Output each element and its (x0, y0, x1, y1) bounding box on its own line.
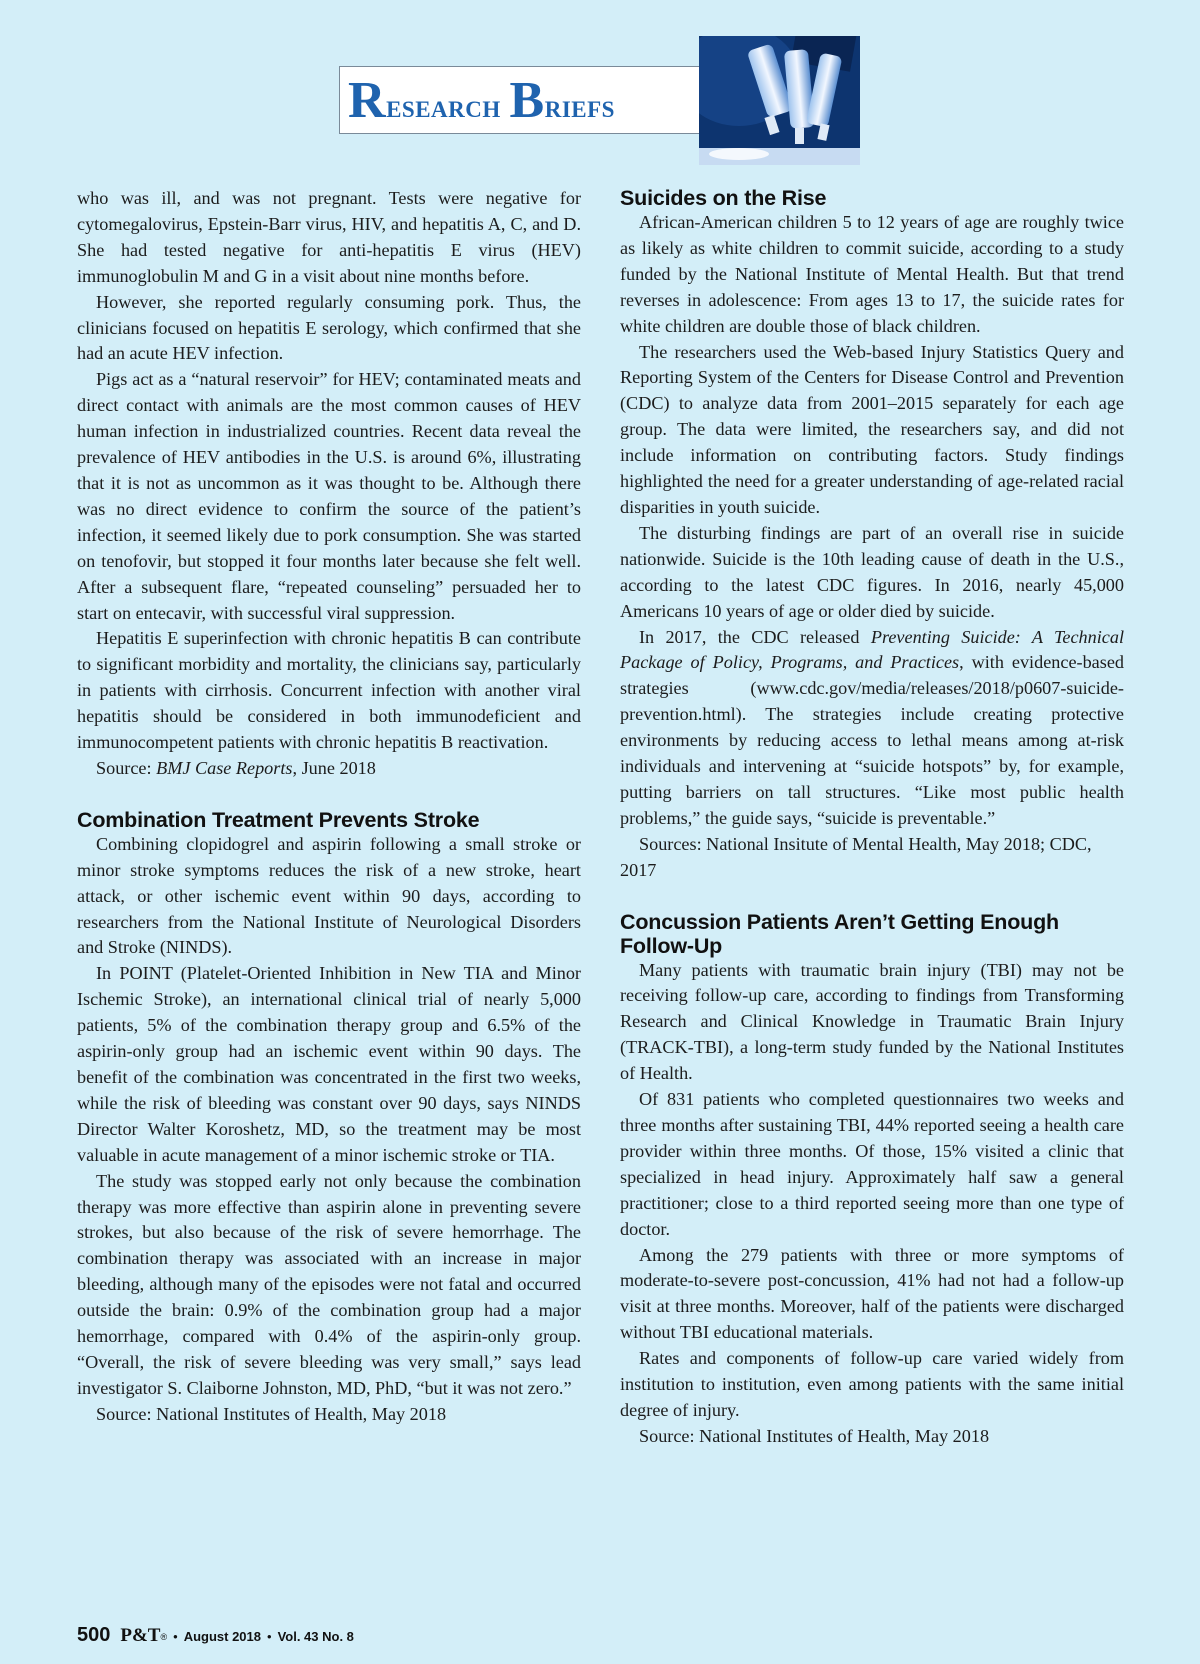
suicide-paragraph-1: African-American children 5 to 12 years of age are roughly twice as likely as white children to commit suicide, according to a study funded by the National Institute of Mental Health. But that trend reverses in adolescence: From ages 13 to 17, the suicide rates for white children are double those of black children. (620, 212, 1124, 336)
footer-separator: • (173, 1629, 178, 1644)
suicide-source: Sources: National Insitute of Mental Health, May 2018; CDC, 2017 (620, 833, 1092, 880)
microscope-photo-icon (699, 36, 860, 165)
stroke-source: Source: National Institutes of Health, May 2018 (96, 1403, 447, 1424)
right-column (620, 186, 1124, 1450)
hev-source: Source: BMJ Case Reports, June 2018 (96, 757, 376, 778)
publication-name: P&T (120, 1625, 161, 1646)
tbi-source: Source: National Institutes of Health, May 2018 (639, 1425, 990, 1446)
suicide-heading: Suicides on the Rise (620, 186, 827, 210)
registered-mark: ® (160, 1632, 168, 1642)
suicide-paragraph-4: In 2017, the CDC released Preventing Suicide: A Technical Package of Policy, Programs, and Practices, with evidence-based strategies (www.cdc.gov/media/releases/2018/p0607-suicide-prevention.html). The strategies include creating protective environments by reducing access to lethal means among at-risk individuals and intervening at “suicide hotspots” by, for example, putting barriers on tall structures. “Like most public health problems,” the guide says, “suicide is preventable.” (620, 626, 1124, 828)
suicide-paragraph-2: The researchers used the Web-based Injury Statistics Query and Reporting System of the Centers for Disease Control and Prevention (CDC) to analyze data from 2001–2015 separately for each age group. The data were limited, the researchers say, and did not include information on contributing factors. Study findings highlighted the need for a greater understanding of age-related racial disparities in youth suicide. (620, 341, 1124, 517)
section-title: Research Briefs (348, 72, 615, 129)
volume-number: Vol. 43 No. 8 (277, 1629, 354, 1644)
hev-paragraph-3: Pigs act as a “natural reservoir” for HEV; contaminated meats and direct contact with animals are the most common causes of HEV human infection in industrialized countries. Recent data reveal the prevalence of HEV antibodies in the U.S. is around 6%, illustrating that it is not as uncommon as it was thought to be. Although there was no direct evidence to confirm the source of the patient’s infection, it seemed likely due to pork consumption. She was started on tenofovir, but stopped it four months later because she felt well. After a subsequent flare, “repeated counseling” persuaded her to start on entecavir, with successful viral suppression. (77, 369, 581, 623)
tbi-paragraph-4: Rates and components of follow-up care varied widely from institution to institution, even among patients with the same initial degree of injury. (620, 1348, 1124, 1420)
suicide-paragraph-3: The disturbing findings are part of an overall rise in suicide nationwide. Suicide is the 10th leading cause of death in the U.S., according to the latest CDC figures. In 2016, nearly 45,000 Americans 10 years of age or older died by suicide. (620, 522, 1124, 621)
stroke-paragraph-3: The study was stopped early not only because the combination therapy was more effective than aspirin alone in preventing severe strokes, but also because of the risk of severe hemorrhage. The combination therapy was associated with an increase in major bleeding, although many of the episodes were not fatal and occurred outside the brain: 0.9% of the combination group had a major hemorrhage, compared with 0.4% of the aspirin-only group. “Overall, the risk of severe bleeding was very small,” says lead investigator S. Claiborne Johnston, MD, PhD, “but it was not zero.” (77, 1170, 581, 1398)
tbi-paragraph-1: Many patients with traumatic brain injury (TBI) may not be receiving follow-up care, according to findings from Transforming Research and Clinical Knowledge in Traumatic Brain Injury (TRACK-TBI), a long-term study funded by the National Institutes of Health. (620, 959, 1124, 1084)
hev-paragraph-2: However, she reported regularly consuming pork. Thus, the clinicians focused on hepatitis E serology, which confirmed that she had an acute HEV infection. (77, 291, 581, 364)
section-gap (77, 782, 581, 808)
tbi-heading: Concussion Patients Aren’t Getting Enough Follow-Up (620, 909, 1059, 958)
tbi-paragraph-2: Of 831 patients who completed questionnaires two weeks and three months after sustaining TBI, 44% reported seeing a health care provider within three months. Of those, 15% visited a clinic that specialized in head injury. Approximately half saw a general practitioner; close to a third reported seeing more than one type of doctor. (620, 1089, 1124, 1239)
footer-separator: • (267, 1629, 272, 1644)
stroke-paragraph-2: In POINT (Platelet-Oriented Inhibition in New TIA and Minor Ischemic Stroke), an international clinical trial of nearly 5,000 patients, 5% of the combination therapy group and 6.5% of the aspirin-only group had an ischemic event within 90 days. The benefit of the combination was concentrated in the first two weeks, while the risk of bleeding was constant over 90 days, says NINDS Director Walter Koroshetz, MD, so the treatment may be most valuable in acute management of a minor ischemic stroke or TIA. (77, 963, 581, 1165)
issue-date: August 2018 (183, 1629, 261, 1644)
stroke-paragraph-1: Combining clopidogrel and aspirin following a small stroke or minor stroke symptoms reduces the risk of a new stroke, heart attack, or other ischemic event within 90 days, according to researchers from the National Institute of Neurological Disorders and Stroke (NINDS). (77, 833, 581, 958)
page-footer (77, 1624, 354, 1647)
left-column (77, 186, 581, 1428)
page-number: 500 (77, 1624, 111, 1646)
section-gap (620, 884, 1124, 910)
section-header (339, 66, 701, 134)
tbi-paragraph-3: Among the 279 patients with three or more symptoms of moderate-to-severe post-concussion, 41% had not had a follow-up visit at three months. Moreover, half of the patients were discharged without TBI educational materials. (620, 1244, 1124, 1343)
hev-paragraph-4: Hepatitis E superinfection with chronic hepatitis B can contribute to significant morbidity and mortality, the clinicians say, particularly in patients with cirrhosis. Concurrent infection with another viral hepatitis should be considered in both immunodeficient and immunocompetent patients with chronic hepatitis B reactivation. (77, 628, 581, 753)
hev-paragraph-1: who was ill, and was not pregnant. Tests were negative for cytomegalovirus, Epstein-Barr virus, HIV, and hepatitis A, C, and D. She had tested negative for anti-hepatitis E virus (HEV) immunoglobulin M and G in a visit about nine months before. (77, 188, 581, 286)
stroke-heading: Combination Treatment Prevents Stroke (77, 807, 480, 832)
